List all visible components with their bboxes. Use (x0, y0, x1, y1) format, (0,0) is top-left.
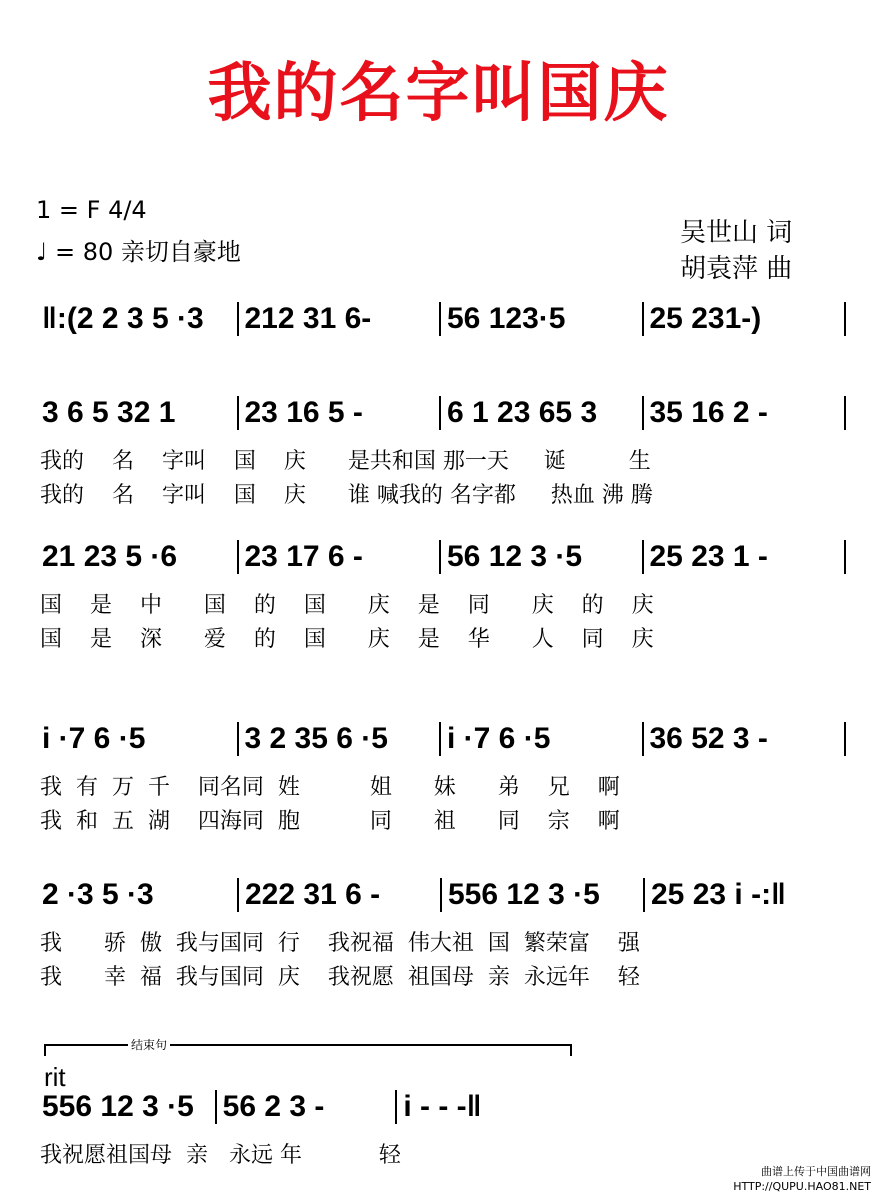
notation-line (36, 302, 846, 336)
ending-bracket (44, 1038, 572, 1056)
measure: 6 1 23 65 3 (447, 396, 598, 429)
measure: 556 12 3 ·5 (448, 878, 600, 911)
notation-line (36, 878, 846, 912)
rit-marking: rit (44, 1062, 66, 1092)
measure: ‖:(2 2 3 5 ·3 (42, 302, 204, 335)
measure: 56 2 3 - (222, 1090, 325, 1123)
lyrics-verse-2: 我 幸 福 我与国同 庆 我祝愿 祖国母 亲 永远年 轻 (40, 965, 640, 990)
watermark-site: 曲谱上传于中国曲谱网 (761, 1165, 871, 1178)
lyrics-verse-1: 我祝愿祖国母 亲 永远 年 轻 (40, 1143, 401, 1168)
bar-line (844, 396, 846, 430)
measure: 23 17 6 - (244, 540, 363, 573)
bar-line (844, 540, 846, 574)
measure: i ·7 6 ·5 (447, 722, 551, 755)
measure: 222 31 6 - (245, 878, 381, 911)
notation-line (36, 540, 846, 574)
composer-credit: 胡袁萍 曲 (680, 254, 793, 284)
lyrics-verse-1: 我的 名 字叫 国 庆 是共和国 那一天 诞 生 (40, 449, 651, 474)
measure: 21 23 5 ·6 (42, 540, 178, 573)
ending-label: 结束句 (128, 1036, 170, 1053)
measure: 36 52 3 - (649, 722, 768, 755)
lyricist-credit: 吴世山 词 (680, 218, 793, 248)
lyrics-verse-1: 国 是 中 国 的 国 庆 是 同 庆 的 庆 (40, 593, 654, 618)
measure: i ·7 6 ·5 (42, 722, 146, 755)
measure: 56 12 3 ·5 (447, 540, 583, 573)
measure: 25 23 1 - (649, 540, 768, 573)
measure: 3 6 5 32 1 (42, 396, 176, 429)
measure: 2 ·3 5 ·3 (42, 878, 154, 911)
measure: 556 12 3 ·5 (42, 1090, 194, 1123)
notation-line (36, 396, 846, 430)
measure: i - - -‖ (403, 1090, 482, 1123)
measure: 212 31 6- (244, 302, 372, 335)
bar-line (844, 302, 846, 336)
measure: 25 23 i -:‖ (651, 878, 786, 911)
watermark (733, 1164, 871, 1194)
bar-line (844, 722, 846, 756)
measure: 35 16 2 - (649, 396, 768, 429)
song-title: 我的名字叫国庆 (207, 57, 670, 131)
lyrics-verse-1: 我 有 万 千 同名同 姓 姐 妹 弟 兄 啊 (40, 775, 620, 800)
tempo-marking: ♩ = 80 亲切自豪地 (36, 238, 241, 266)
notation-line (36, 1090, 576, 1124)
lyrics-verse-2: 我 和 五 湖 四海同 胞 同 祖 同 宗 啊 (40, 809, 620, 834)
measure: 3 2 35 6 ·5 (244, 722, 388, 755)
measure: 25 231-) (649, 302, 762, 335)
lyrics-verse-1: 我 骄 傲 我与国同 行 我祝福 伟大祖 国 繁荣富 强 (40, 931, 640, 956)
watermark-url: HTTP://QUPU.HAO81.NET (733, 1180, 871, 1193)
measure: 56 123·5 (447, 302, 566, 335)
measure: 23 16 5 - (244, 396, 363, 429)
lyrics-verse-2: 国 是 深 爱 的 国 庆 是 华 人 同 庆 (40, 627, 654, 652)
key-signature: 1 = F 4/4 (36, 196, 147, 224)
notation-line (36, 722, 846, 756)
lyrics-verse-2: 我的 名 字叫 国 庆 谁 喊我的 名字都 热血 沸 腾 (40, 483, 653, 508)
